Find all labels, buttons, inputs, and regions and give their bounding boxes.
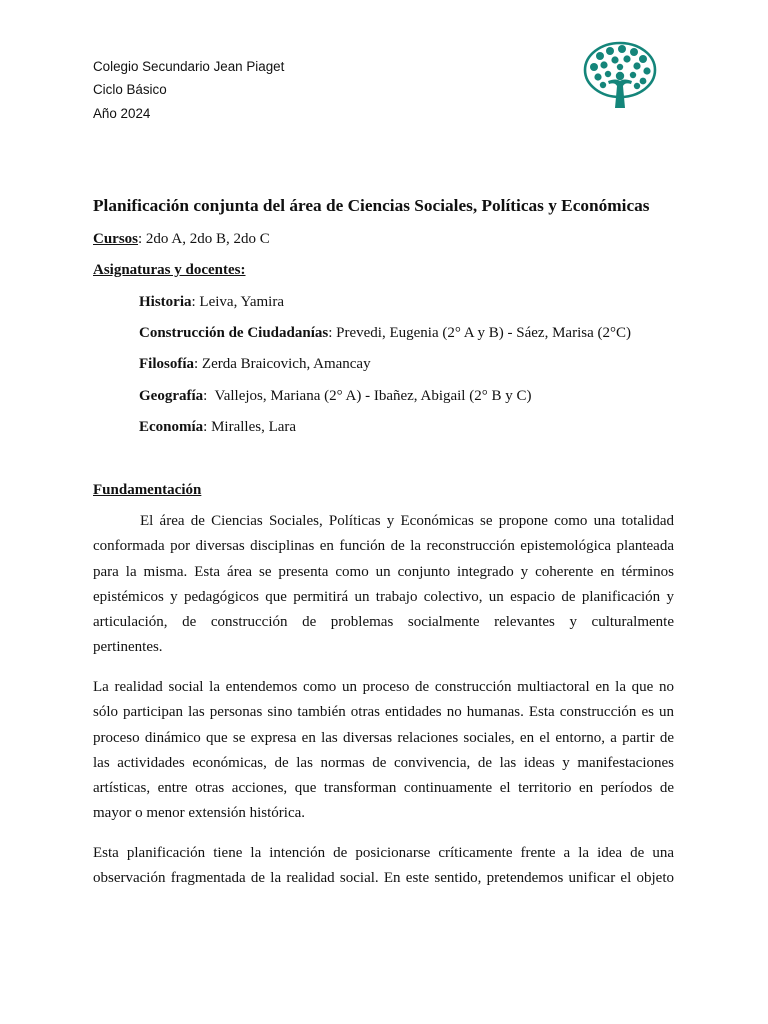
- subject-row: [139, 354, 371, 374]
- paragraph-line: proceso dinámico que se expresa en las diversas relaciones sociales, en el entorno, a partir de: [93, 729, 674, 746]
- subject-name: Construcción de Ciudadanías: [139, 325, 329, 341]
- paragraph-line: La realidad social la entendemos como un proceso de construcción multiactoral en la que no: [93, 679, 674, 695]
- subject-name: Economía: [139, 419, 204, 435]
- school-cycle: Ciclo Básico: [93, 82, 167, 97]
- paragraph-line: articulación, de construcción de problemas socialmente relevantes y culturalmente: [93, 614, 674, 631]
- paragraph-line: epistémicos y pedagógicos que permitirá un trabajo colectivo, un espacio de planificación y: [93, 588, 674, 605]
- paragraph-line: Esta planificación tiene la intención de posicionarse críticamente frente a la idea de una: [93, 845, 674, 861]
- tree-logo-icon: [580, 40, 660, 110]
- subject-teachers: : Prevedi, Eugenia (2° A y B) - Sáez, Marisa (2°C): [328, 325, 631, 341]
- subject-teachers: : Leiva, Yamira: [191, 294, 284, 310]
- subject-row: [139, 292, 284, 312]
- subject-name: Filosofía: [139, 356, 194, 372]
- subject-teachers: : Zerda Braicovich, Amancay: [194, 356, 371, 372]
- subject-name: Historia: [139, 294, 192, 310]
- fundamentacion-heading: Fundamentación: [93, 482, 202, 498]
- paragraph-line: conformada por diversas disciplinas en función de la reconstrucción epistemológica planteada: [93, 538, 674, 555]
- courses-line: [93, 229, 270, 249]
- paragraph-line: sólo participan las personas sino también otras entidades no humanas. Esta construcción es un: [93, 704, 674, 721]
- subject-row: [139, 323, 631, 343]
- paragraph: [93, 841, 674, 892]
- school-year: Año 2024: [93, 106, 151, 121]
- paragraph: [93, 675, 674, 827]
- courses-label: Cursos: [93, 231, 139, 247]
- paragraph-line: El área de Ciencias Sociales, Políticas y Económicas se propone como una totalidad: [140, 513, 674, 529]
- subject-teachers: : Vallejos, Mariana (2° A) - Ibañez, Abigail (2° B y C): [203, 388, 532, 404]
- subject-row: [139, 386, 531, 406]
- subject-teachers: : Miralles, Lara: [203, 419, 297, 435]
- subjects-heading: Asignaturas y docentes:: [93, 262, 246, 278]
- paragraph-line: artísticas, entre otras acciones, que transforman continuamente el territorio en períodos de: [93, 780, 674, 797]
- courses-value: : 2do A, 2do B, 2do C: [138, 231, 270, 247]
- school-name: Colegio Secundario Jean Piaget: [93, 59, 285, 74]
- paragraph: [93, 509, 674, 661]
- subject-row: [139, 417, 296, 437]
- document-title: Planificación conjunta del área de Ciencias Sociales, Políticas y Económicas: [93, 196, 650, 215]
- paragraph-line: observación fragmentada de la realidad social. En este sentido, pretendemos unificar el objeto: [93, 870, 674, 887]
- paragraph-line: las actividades económicas, de las normas de convivencia, de las ideas y manifestaciones: [93, 754, 674, 771]
- paragraph-line: pertinentes.: [93, 639, 163, 656]
- paragraph-line: para la misma. Esta área se presenta como un conjunto integrado y coherente en términos: [93, 563, 674, 580]
- paragraph-line: mayor o menor extensión histórica.: [93, 805, 306, 822]
- subject-name: Geografía: [139, 388, 204, 404]
